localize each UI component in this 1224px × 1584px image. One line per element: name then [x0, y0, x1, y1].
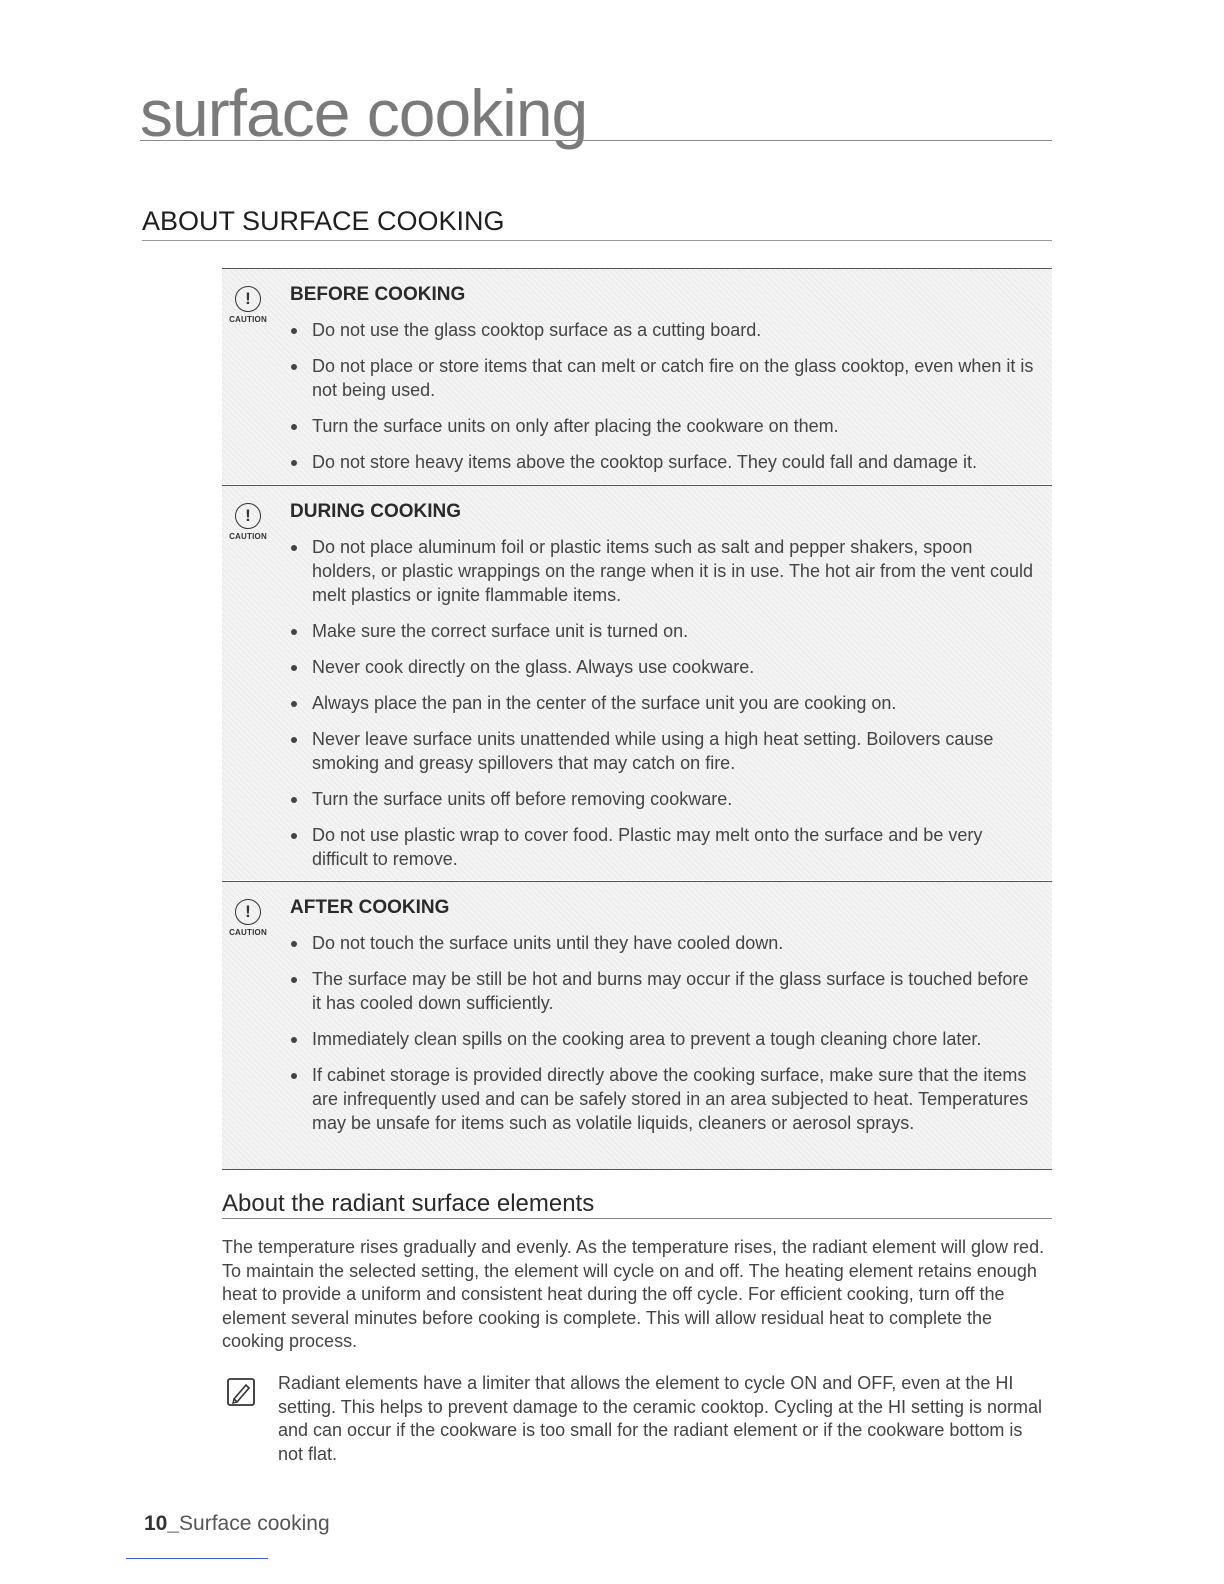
list-item: Do not use plastic wrap to cover food. Plastic may melt onto the surface and be very difficult to remove. — [288, 823, 1038, 871]
note-icon — [226, 1377, 256, 1407]
list-item: Do not place or store items that can melt or catch fire on the glass cooktop, even when it is not being used. — [288, 354, 1038, 402]
box-top-rule — [222, 881, 1052, 882]
caution-icon — [228, 899, 268, 937]
list-item: Never leave surface units unattended while using a high heat setting. Boilovers cause smoking and greasy spillovers that may catch on fire. — [288, 727, 1038, 775]
box-top-rule — [222, 268, 1052, 269]
bullet-list — [288, 931, 1038, 1147]
exclamation-icon: ! — [235, 503, 261, 529]
page-footer — [144, 1512, 330, 1536]
subsection-title: About the radiant surface elements — [222, 1190, 595, 1217]
list-item: Turn the surface units off before removing cookware. — [288, 787, 1038, 811]
bullet-list — [288, 318, 1038, 486]
list-item: Do not touch the surface units until they have cooled down. — [288, 931, 1038, 955]
list-item: Always place the pan in the center of the surface unit you are cooking on. — [288, 691, 1038, 715]
list-item: Immediately clean spills on the cooking area to prevent a tough cleaning chore later. — [288, 1027, 1038, 1051]
note-text: Radiant elements have a limiter that allows the element to cycle ON and OFF, even at the HI setting. This helps to prevent damage to the ceramic cooktop. Cycling at the HI setting is normal and can occur if the cookware is too small for the radiant element or if the cookware bottom is not flat. — [278, 1373, 1043, 1464]
footer-rule — [126, 1558, 268, 1559]
subsection-title-rule — [222, 1218, 1052, 1219]
list-item: The surface may be still be hot and burns may occur if the glass surface is touched before it has cooled down sufficiently. — [288, 967, 1038, 1015]
list-item: If cabinet storage is provided directly above the cooking surface, make sure that the items are infrequently used and can be safely stored in an area subjected to heat. Temperatures may be unsafe for items such as volatile liquids, cleaners or aerosol sprays. — [288, 1063, 1038, 1135]
section-title-rule — [142, 240, 1052, 241]
list-item: Do not place aluminum foil or plastic items such as salt and pepper shakers, spoon holders, or plastic wrappings on the range when it is in use. The hot air from the vent could melt plastics or ignite flammable items. — [288, 535, 1038, 607]
list-item: Do not use the glass cooktop surface as a cutting board. — [288, 318, 1038, 342]
list-item: Make sure the correct surface unit is turned on. — [288, 619, 1038, 643]
bullet-list — [288, 535, 1038, 883]
chapter-title-rule — [140, 140, 1052, 141]
chapter-title: surface cooking — [140, 76, 588, 150]
exclamation-icon: ! — [235, 286, 261, 312]
caution-label: CAUTION — [229, 315, 267, 324]
page-number: 10_ — [144, 1512, 180, 1535]
caution-label: CAUTION — [229, 532, 267, 541]
caution-box-before-cooking — [222, 268, 1052, 484]
list-item: Turn the surface units on only after placing the cookware on them. — [288, 414, 1038, 438]
exclamation-icon: ! — [235, 899, 261, 925]
footer-section: Surface cooking — [179, 1512, 330, 1535]
body-paragraph: The temperature rises gradually and evenly. As the temperature rises, the radiant element will glow red. To maintain the selected setting, the element will cycle on and off. The heating element retains enough heat to provide a uniform and consistent heat during the off cycle. For efficient cooking, turn off the element several minutes before cooking is complete. This will allow residual heat to complete the cooking process. — [222, 1237, 1045, 1351]
box-heading: DURING COOKING — [290, 501, 461, 522]
box-top-rule — [222, 485, 1052, 486]
box-heading: BEFORE COOKING — [290, 284, 466, 305]
box-bottom-rule — [222, 1169, 1052, 1170]
caution-box-after-cooking — [222, 881, 1052, 1169]
caution-box-during-cooking — [222, 485, 1052, 880]
section-title: ABOUT SURFACE COOKING — [142, 206, 505, 236]
box-heading: AFTER COOKING — [290, 897, 450, 918]
list-item: Never cook directly on the glass. Always use cookware. — [288, 655, 1038, 679]
caution-icon — [228, 503, 268, 541]
caution-label: CAUTION — [229, 928, 267, 937]
caution-icon — [228, 286, 268, 324]
list-item: Do not store heavy items above the cooktop surface. They could fall and damage it. — [288, 450, 1038, 474]
